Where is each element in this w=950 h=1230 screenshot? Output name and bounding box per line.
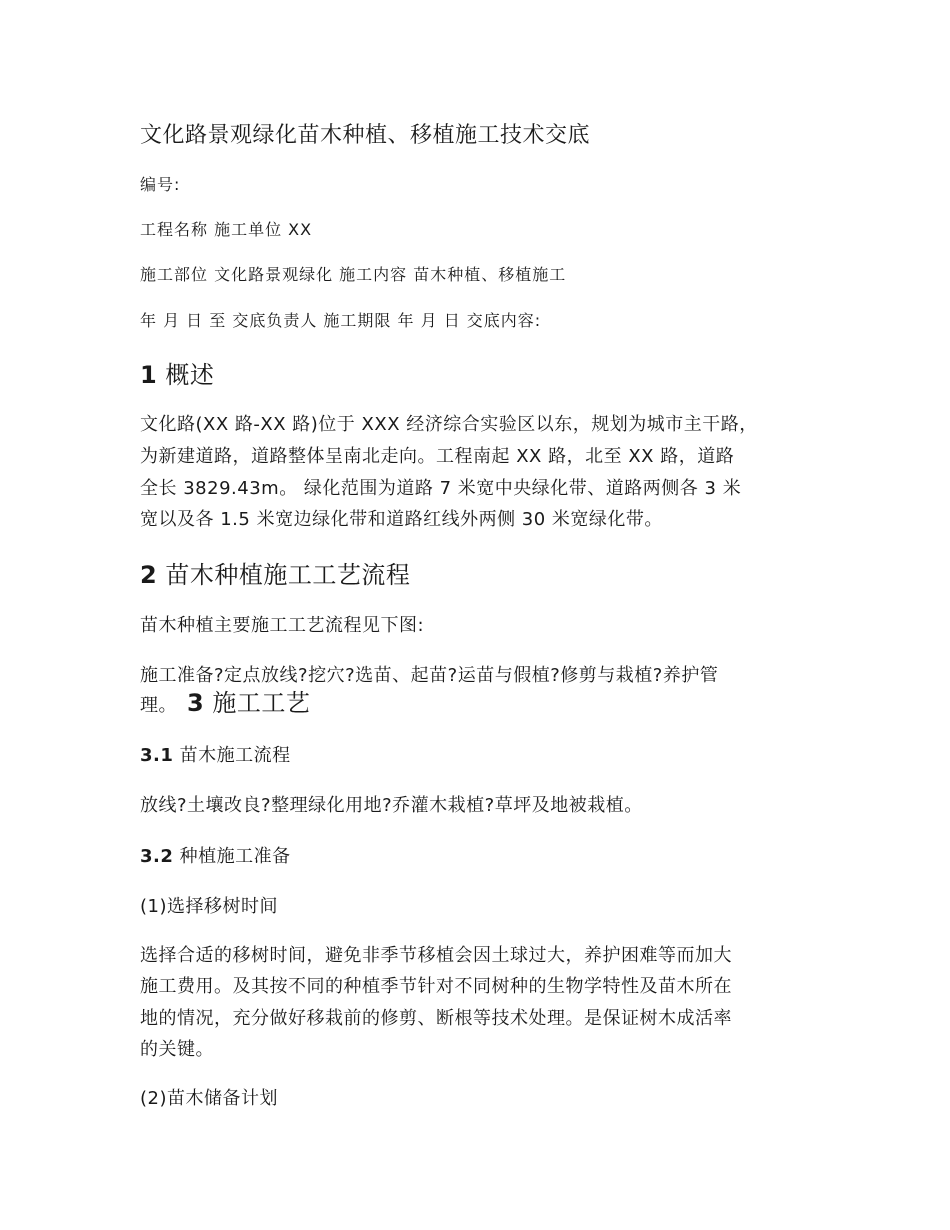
- item-1-line-3: 地的情况，充分做好移栽前的修剪、断根等技术处理。是保证树木成活率: [140, 1008, 732, 1029]
- section-2-intro: 苗木种植主要施工工艺流程见下图:: [140, 615, 425, 636]
- section-2-heading: [140, 560, 410, 590]
- date-info-line: 年 月 日 至 交底负责人 施工期限 年 月 日 交底内容:: [140, 311, 542, 330]
- subsection-3-2-number: 3.2: [140, 846, 174, 867]
- serial-number-label: 编号:: [140, 175, 181, 194]
- project-info-line: 工程名称 施工单位 XX: [140, 220, 313, 239]
- section-2-number: 2: [140, 561, 158, 589]
- subsection-3-1-text: 放线?土壤改良?整理绿化用地?乔灌木栽植?草坪及地被栽植。: [140, 795, 643, 816]
- section-3-heading: [187, 689, 310, 717]
- item-1-title: (1)选择移树时间: [140, 896, 278, 917]
- section-1-line-3: 全长 3829.43m。 绿化范围为道路 7 米宽中央绿化带、道路两侧各 3 米: [140, 478, 742, 499]
- subsection-3-2-heading: [140, 846, 291, 868]
- section-3-number: 3: [187, 689, 205, 717]
- item-1-line-4: 的关键。: [140, 1039, 214, 1060]
- site-info-line: 施工部位 文化路景观绿化 施工内容 苗木种植、移植施工: [140, 265, 567, 284]
- item-1-line-2: 施工费用。及其按不同的种植季节针对不同树种的生物学特性及苗木所在: [140, 976, 732, 997]
- subsection-3-1-title: 苗木施工流程: [179, 745, 291, 766]
- item-1-line-1: 选择合适的移树时间，避免非季节移植会因土球过大，养护困难等而加大: [140, 945, 732, 966]
- process-flow-line-1: 施工准备?定点放线?挖穴?选苗、起苗?运苗与假植?修剪与栽植?养护管: [140, 665, 719, 686]
- subsection-3-2-title: 种植施工准备: [179, 846, 291, 867]
- document-title: 文化路景观绿化苗木种植、移植施工技术交底: [140, 123, 591, 148]
- section-1-line-1: 文化路(XX 路-XX 路)位于 XXX 经济综合实验区以东，规划为城市主干路，: [140, 414, 758, 435]
- section-2-title: 苗木种植施工工艺流程: [165, 561, 411, 589]
- process-flow-line-2: 理。: [140, 695, 177, 716]
- section-1-line-4: 宽以及各 1.5 米宽边绿化带和道路红线外两侧 30 米宽绿化带。: [140, 509, 663, 530]
- subsection-3-1-number: 3.1: [140, 745, 174, 766]
- item-2-title: (2)苗木储备计划: [140, 1088, 278, 1109]
- section-1-title: 概述: [165, 361, 215, 389]
- section-3-title: 施工工艺: [212, 689, 311, 717]
- subsection-3-1-heading: [140, 745, 291, 767]
- section-1-line-2: 为新建道路，道路整体呈南北走向。工程南起 XX 路，北至 XX 路，道路: [140, 446, 735, 467]
- section-1-number: 1: [140, 361, 158, 389]
- process-flow-line-2-with-heading: [140, 689, 311, 717]
- section-1-heading: [140, 360, 214, 390]
